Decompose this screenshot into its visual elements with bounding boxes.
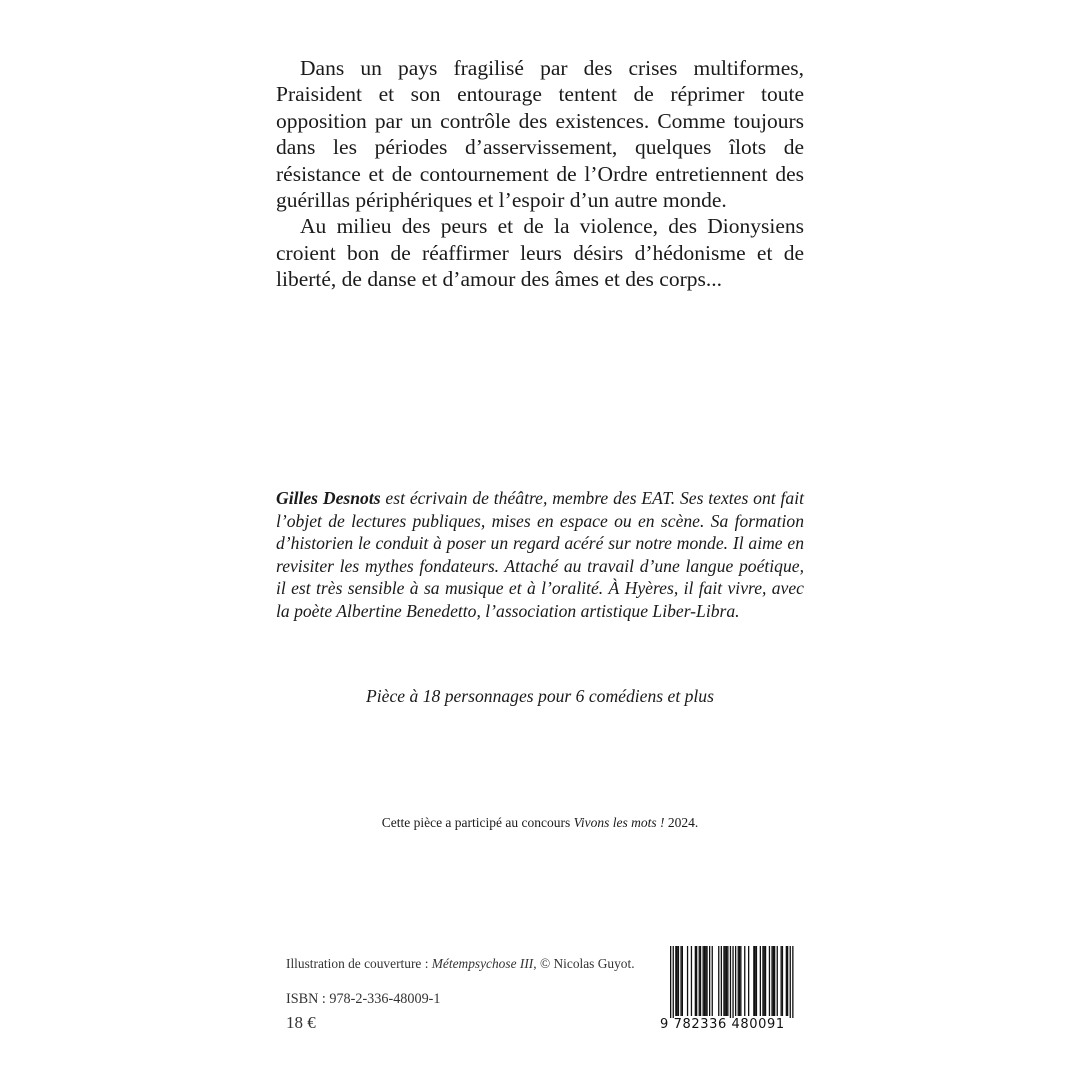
barcode-bar xyxy=(769,946,770,1016)
barcode-bar xyxy=(777,946,778,1016)
contest-name: Vivons les mots ! xyxy=(573,815,665,830)
barcode-bar xyxy=(704,946,705,1016)
barcode-bar xyxy=(753,946,754,1016)
barcode-bar xyxy=(790,946,791,1018)
synopsis xyxy=(276,55,804,293)
barcode-bar xyxy=(678,946,679,1016)
barcode-bar xyxy=(673,946,674,1018)
contest-prefix: Cette pièce a participé au concours xyxy=(381,815,574,830)
barcode-bar xyxy=(732,946,733,1018)
barcode-bar xyxy=(727,946,728,1016)
cover-credit xyxy=(286,956,635,972)
barcode-bar xyxy=(695,946,696,1016)
barcode-bar xyxy=(682,946,683,1016)
barcode-bar xyxy=(721,946,722,1016)
barcode-bar xyxy=(709,946,710,1016)
barcode-bar xyxy=(670,946,671,1018)
barcode-bar xyxy=(786,946,787,1016)
barcode-bar xyxy=(765,946,766,1016)
barcode-digits: 9 782336 480091 xyxy=(660,1017,785,1032)
barcode-bar xyxy=(712,946,713,1016)
barcode-bar xyxy=(723,946,724,1016)
barcode-bar xyxy=(730,946,731,1018)
barcode-bar xyxy=(705,946,706,1016)
barcode-bar xyxy=(782,946,783,1016)
barcode-bar xyxy=(787,946,788,1016)
barcode-bar xyxy=(755,946,756,1016)
barcode-bar xyxy=(762,946,763,1016)
barcode-bar xyxy=(677,946,678,1016)
barcode-bar xyxy=(771,946,772,1016)
contest-note xyxy=(276,815,804,831)
contest-suffix: 2024. xyxy=(664,815,699,830)
barcode-bar xyxy=(718,946,719,1016)
author-bio xyxy=(276,487,804,623)
barcode-bar xyxy=(792,946,793,1018)
author-name: Gilles Desnots xyxy=(276,488,381,508)
price: 18 € xyxy=(286,1013,316,1032)
barcode-bar xyxy=(739,946,740,1016)
barcode-bar xyxy=(703,946,704,1016)
barcode-bar xyxy=(687,946,688,1016)
barcode-bar xyxy=(726,946,727,1016)
barcode-bar xyxy=(700,946,701,1016)
author-bio-text: est écrivain de théâtre, membre des EAT. Ses textes ont fait l’objet de lectures publiques, mises en espace ou en scène. Sa formation d’historien le conduit à poser un regard acéré sur notre monde. Il aime en revisiter les mythes fondateurs. Attaché au travail d’une langue poétique, il est très sensible à sa musique et à l’oralité. À Hyères, il fait vivre, avec la poète Albertine Benedetto, l’association artistique Liber-Libra. xyxy=(276,488,804,621)
barcode-bar xyxy=(706,946,707,1016)
barcode-bar xyxy=(735,946,736,1016)
barcode-bar xyxy=(699,946,700,1016)
barcode-bar xyxy=(748,946,749,1016)
credit-suffix: , © Nicolas Guyot. xyxy=(533,956,635,971)
barcode-bar xyxy=(781,946,782,1016)
cast-note: Pièce à 18 personnages pour 6 comédiens et plus xyxy=(366,686,714,706)
isbn: ISBN : 978-2-336-48009-1 xyxy=(286,991,441,1007)
barcode-bar xyxy=(764,946,765,1016)
barcode-bar xyxy=(675,946,676,1016)
barcode-bar xyxy=(760,946,761,1016)
synopsis-paragraph-2: Au milieu des peurs et de la violence, des Dionysiens croient bon de réaffirmer leurs désirs d’hédonisme et de liberté, de danse et d’amour des âmes et des corps... xyxy=(276,214,804,292)
barcode-bar xyxy=(696,946,697,1016)
barcode-bar xyxy=(774,946,775,1016)
barcode-bar xyxy=(738,946,739,1016)
barcode-bar xyxy=(740,946,741,1016)
credit-title: Métempsychose III xyxy=(431,956,534,971)
barcode-bar xyxy=(680,946,681,1016)
barcode-bar xyxy=(756,946,757,1016)
barcode-bar xyxy=(725,946,726,1016)
barcode-bar xyxy=(773,946,774,1016)
barcode-bar xyxy=(691,946,692,1016)
credit-prefix: Illustration de couverture : xyxy=(286,956,432,971)
barcode-bar xyxy=(744,946,745,1016)
synopsis-paragraph-1: Dans un pays fragilisé par des crises multiformes, Praisident et son entourage tentent de réprimer toute opposition par un contrôle des existences. Comme toujours dans les périodes d’asservissement, quelques îlots de résistance et de contournement de l’Ordre entretiennent des guérillas périphériques et l’espoir d’un autre monde. xyxy=(276,56,804,213)
